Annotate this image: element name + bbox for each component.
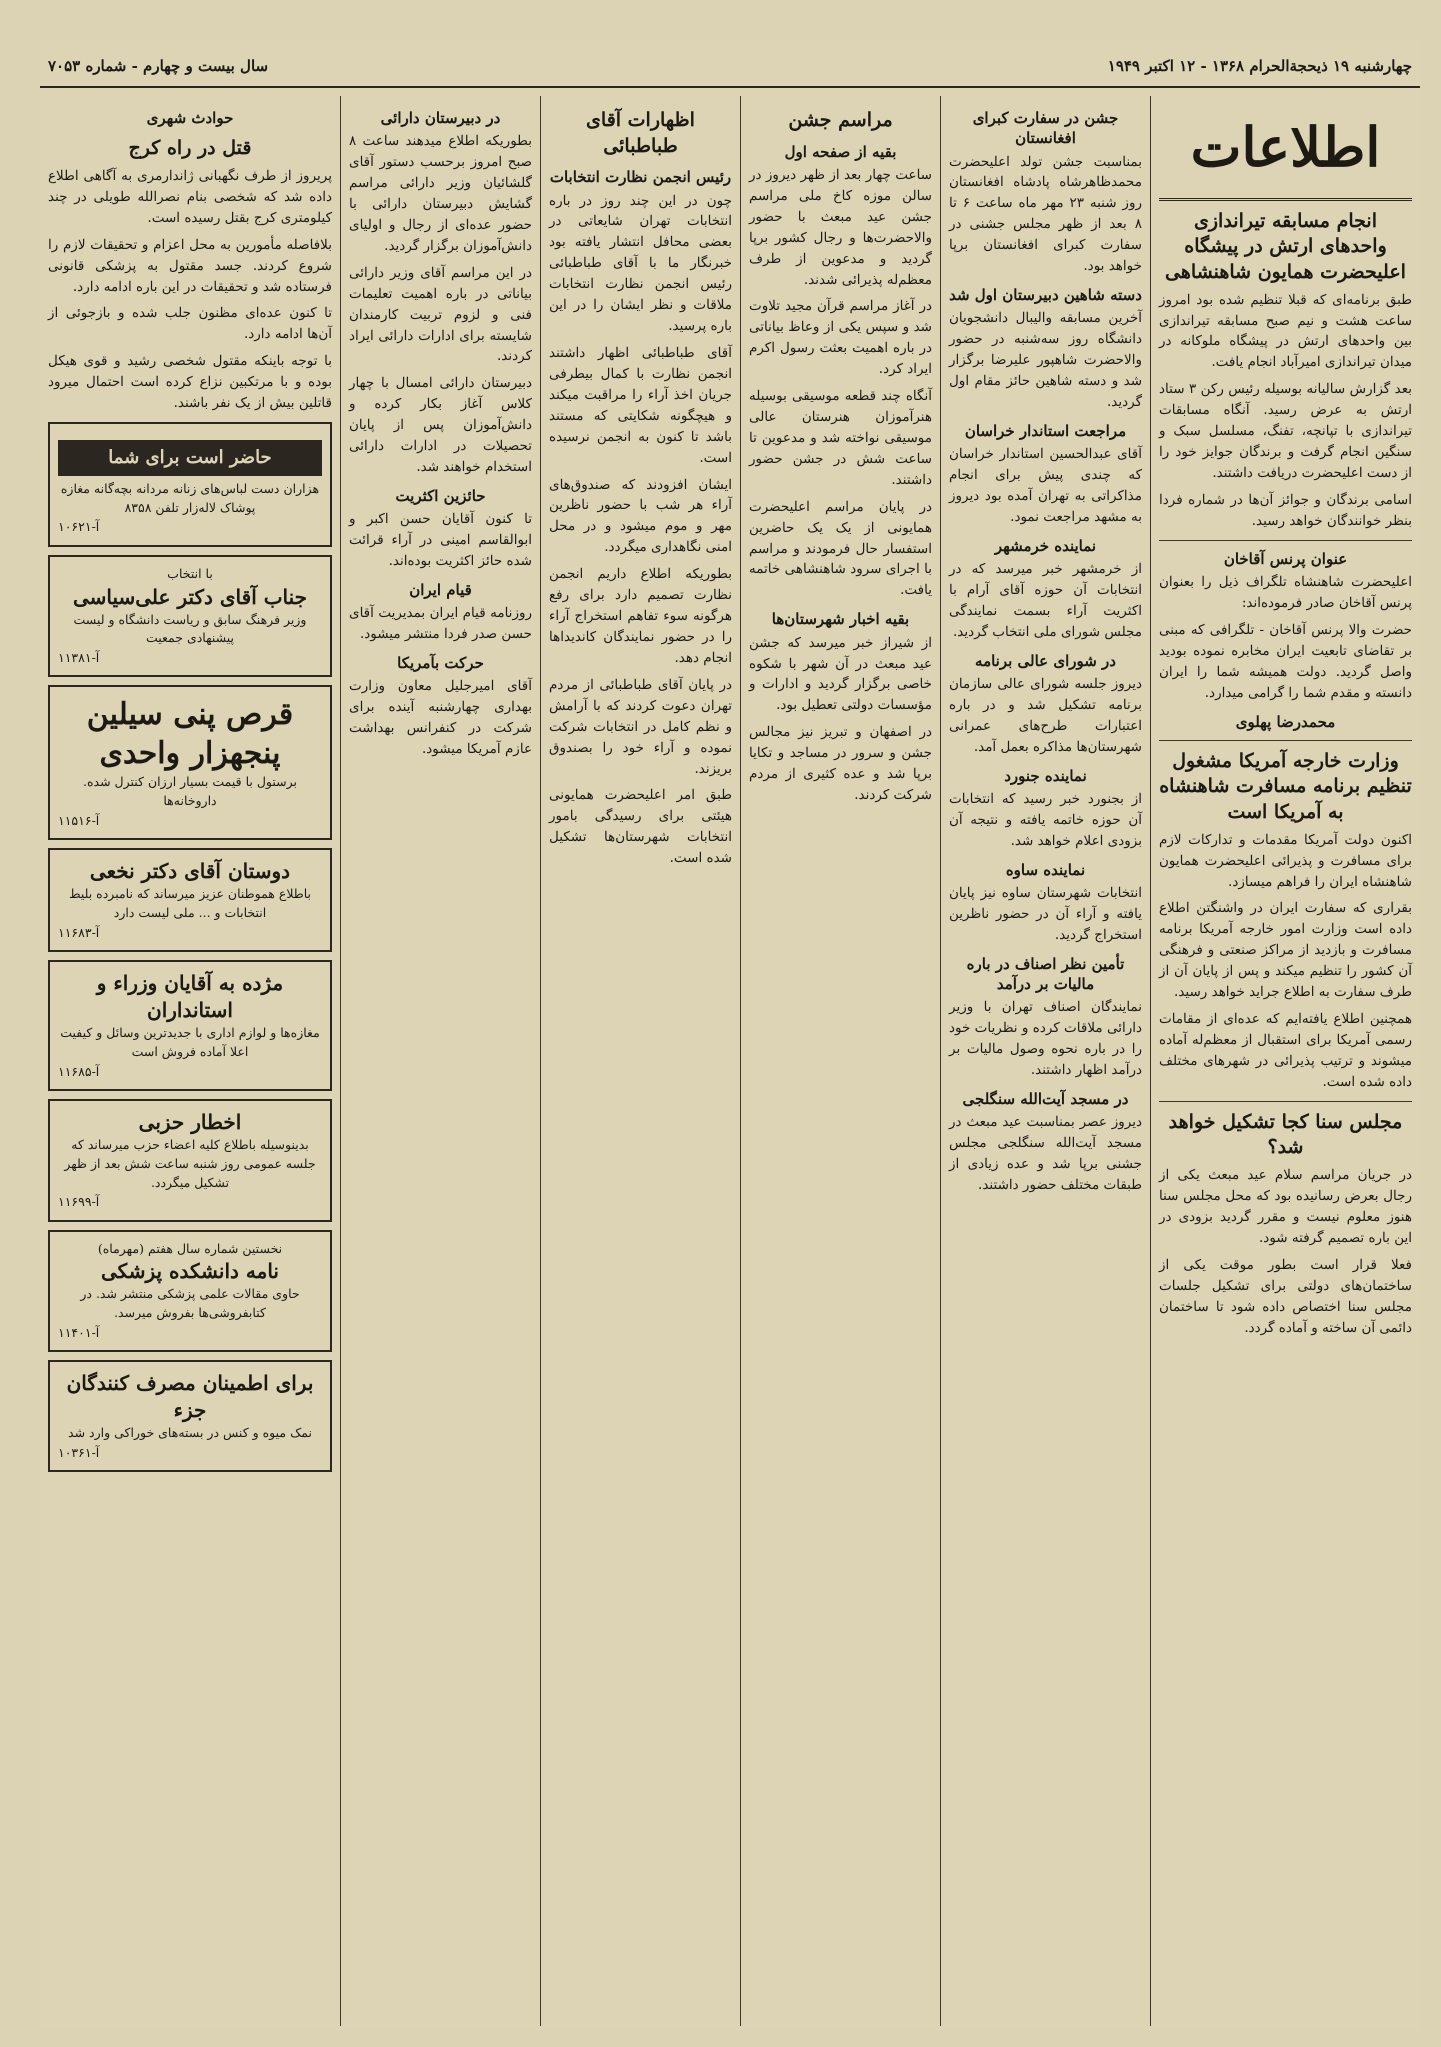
ad-subtitle: با انتخاب xyxy=(167,565,213,581)
article-text: از بجنورد خبر رسید که انتخابات آن حوزه خاتمه یافته و نتیجه آن بزودی اعلام خواهد شد. xyxy=(949,790,1142,849)
ad-code: ۱۱۴۰۱-آ xyxy=(58,1324,100,1340)
article-text: دیروز جلسه شورای عالی سازمان برنامه تشکیل شد و در باره اعتبارات طرح‌های عمرانی شهرستان‌ها مذاکره بعمل آمد. xyxy=(949,676,1142,755)
ad-text: هزاران دست لباس‌های زنانه مردانه بچه‌گانه مغازه پوشاک لاله‌زار تلفن ۸۳۵۸ xyxy=(60,480,320,515)
article-text: اسامی برندگان و جوائز آن‌ها در شماره فردا بنظر خوانندگان خواهد رسید. xyxy=(1159,491,1412,529)
article-text: بطوریکه اطلاع میدهند ساعت ۸ صبح امروز برحسب دستور آقای گلشائیان وزیر دارائی مراسم گشایش دبیرستان دارائی با حضور عده‌ای از رجال و اولیای دانش‌آموزان برگزار گردید. xyxy=(349,133,532,254)
ad-election-siasi xyxy=(48,555,332,678)
article-text: نمایندگان اصناف تهران با وزیر دارائی ملاقات کرده و نظریات خود را در باره نحوه وصول مالیات بر درآمد اظهار داشتند. xyxy=(949,999,1142,1078)
article-text: همچنین اطلاع یافته‌ایم که عده‌ای از مقامات رسمی آمریکا برای استقبال از معظم‌له آماده میشوند و ترتیب پذیرائی در شهرهای مختلف داده شده است. xyxy=(1159,1011,1412,1090)
ad-medical-journal xyxy=(48,1230,332,1353)
article-text: ساعت چهار بعد از ظهر دیروز در سالن موزه کاخ ملی مراسم جشن عید مبعث با حضور والاحضرت‌ها و رجال کشور برپا گردید و مدعوین از طرف معظم‌له پذیرائی شدند. xyxy=(749,166,932,288)
article-text: چون در این چند روز در باره انتخابات تهران شایعاتی در بعضی محافل انتشار یافته بود خبرنگار ما با آقای طباطبائی رئیس انجمن نظارت انتخابات ملاقات و نظر ایشان را در این باره پرسید. xyxy=(549,192,732,335)
ad-text: برستول با قیمت بسیار ارزان کنترل شده. داروخانه‌ها xyxy=(82,774,297,809)
ad-party-notice xyxy=(48,1099,332,1222)
article-text: با توجه باینکه مقتول شخصی رشید و قوی هیکل بوده و با مرتکبین نزاع کرده است احتمال میرود قاتلین بیش از یک نفر باشند. xyxy=(48,353,332,412)
column-1 xyxy=(1150,96,1420,2026)
ad-subtitle: نخستین شماره سال هفتم (مهرماه) xyxy=(97,1240,283,1256)
ad-title: مژده به آقایان وزراء و استانداران xyxy=(96,971,284,1023)
ad-text: باطلاع هموطنان عزیز میرساند که نامبرده بلیط انتخابات و ... ملی لیست دارد xyxy=(68,886,312,921)
ad-code: ۱۱۳۸۱-آ xyxy=(58,650,100,666)
headline-khorasan-governor: مراجعت استاندار خراسان xyxy=(964,421,1127,440)
article-text: آقای طباطبائی اظهار داشتند انجمن نظارت با کمال بیطرفی جریان اخذ آراء را مراقبت میکند و هیچگونه شکایتی که مستند باشد تا کنون به انجمن نرسیده است. xyxy=(549,344,732,466)
article-text: تا کنون عده‌ای مظنون جلب شده و بازجوئی از آن‌ها ادامه دارد. xyxy=(48,305,332,343)
ad-title: جناب آقای دکتر علی‌سیاسی xyxy=(72,584,308,609)
ad-text: حاوی مقالات علمی پزشکی منتشر شد. در کتابفروشی‌ها بفروش میرسد. xyxy=(80,1286,300,1321)
headline-tabatabai: اظهارات آقای طباطبائی xyxy=(586,109,695,157)
column-4 xyxy=(540,96,740,2026)
ad-title: قرص پنی سیلین پنجهزار واحدی xyxy=(86,697,294,772)
article-text: انتخابات شهرستان ساوه نیز پایان یافته و آراء آن در حضور ناظرین استخراج گردید. xyxy=(949,884,1142,943)
column-2 xyxy=(940,96,1150,2026)
article-text: فعلا قرار است بطور موقت یکی از ساختمان‌های دولتی برای تشکیل جلسات مجلس سنا اختصاص داده شود تا ساختمان دائمی آن ساخته و آماده گردد. xyxy=(1159,1256,1412,1336)
masthead xyxy=(40,46,1420,88)
headline-karaj-murder: قتل در راه کرج xyxy=(128,137,252,160)
article-text: دبیرستان دارائی امسال با چهار کلاس آغاز بکار کرده و دانش‌آموزان پس از پایان تحصیلات در ادارات دارائی استخدام خواهند شد. xyxy=(349,375,532,476)
article-text: در این مراسم آقای وزیر دارائی بیاناتی در باره اهمیت تعلیمات فنی و لزوم تربیت کارمندان شایسته برای ادارات دارائی ایراد کردند. xyxy=(349,264,532,365)
ad-penicillin xyxy=(48,685,332,840)
headline-planning-council: در شورای عالی برنامه xyxy=(975,651,1116,670)
headline-income-tax: تأمین نظر اصناف در باره مالیات بر درآمد xyxy=(966,954,1125,993)
column-3 xyxy=(740,96,940,2026)
article-text: بقراری که سفارت ایران در واشنگتن اطلاع داده است وزارت امور خارجه آمریکا برنامه مسافرت و بازدید از مراکز صنعتی و فرهنگی آن کشور را تنظیم میکند و پس از پایان آن از طرف سفارت به اطلاع جراید خواهد رسید. xyxy=(1159,900,1412,1001)
article-text: دیروز عصر بمناسبت عید مبعث در مسجد آیت‌الله سنگلجی مجلس جشنی برپا شد و عده زیادی از طبقات مختلف حضور داشتند. xyxy=(949,1114,1142,1193)
article-text: آخرین مسابقه والیبال دانشجویان دانشگاه روز سه‌شنبه در حضور والاحضرت شاهپور علیرضا برگزار شد و دسته شاهین حائز مقام اول گردید. xyxy=(949,310,1142,410)
ad-code: ۱۱۶۸۵-آ xyxy=(58,1063,100,1079)
article-text: در اصفهان و تبریز نیز مجالس جشن و سرور در مساجد و تکایا برپا شد و عده کثیری از مردم شرکت کردند. xyxy=(749,724,932,804)
ad-title: برای اطمینان مصرف کنندگان جزء xyxy=(66,1371,314,1423)
ad-title: دوستان آقای دکتر نخعی xyxy=(89,859,291,884)
article-text: بطوریکه اطلاع داریم انجمن نظارت تصمیم دارد برای رفع هرگونه سوء تفاهم استخراج آراء را در حضور نمایندگان کاندیداها انجام دهد. xyxy=(549,566,732,666)
article-text: در پایان مراسم اعلیحضرت همایونی از یک یک حاضرین استفسار حال فرمودند و مراسم با اجرای سرود شاهنشاهی خاتمه یافت. xyxy=(749,498,932,599)
article-text: اعلیحضرت شاهنشاه تلگراف ذیل را بعنوان پرنس آقاخان صادر فرموده‌اند: xyxy=(1159,574,1412,611)
masthead-issue: سال بیست و چهارم - شماره ۷۰۵۳ xyxy=(48,57,269,75)
divider xyxy=(1159,740,1412,741)
article-text: در آغاز مراسم قرآن مجید تلاوت شد و سپس یکی از وعاظ بیاناتی در باره اهمیت بعثت رسول اکرم ایراد کرد. xyxy=(749,298,932,378)
article-text: آقای امیرجلیل معاون وزارت بهداری چهارشنبه آینده برای شرکت در کنفرانس بهداشت عازم آمریکا میشود. xyxy=(349,678,532,758)
headline-provinces: بقیه اخبار شهرستان‌ها xyxy=(771,610,910,629)
ad-dr-nakhaei xyxy=(48,848,332,952)
headline-ceremony: مراسم جشن xyxy=(788,109,893,131)
article-text: آنگاه چند قطعه موسیقی بوسیله هنرآموزان هنرستان عالی موسیقی نواخته شد و مدعوین تا ساعت شش در جشن حضور داشتند. xyxy=(749,388,932,488)
headline-us-trip: وزارت خارجه آمریکا مشغول تنظیم برنامه مسافرت شاهنشاه به آمریکا است xyxy=(1159,749,1412,824)
headline-to-america: حرکت بآمریکا xyxy=(397,654,484,673)
article-text: روزنامه قیام ایران بمدیریت آقای حسن صدر فردا منتشر میشود. xyxy=(349,605,532,643)
ad-ministers xyxy=(48,960,332,1091)
column-5 xyxy=(340,96,540,2026)
article-text: از خرمشهر خبر میرسد که در انتخابات آن حوزه آقای آرام با اکثریت آراء بسمت نمایندگی مجلس شورای ملی انتخاب گردید. xyxy=(949,561,1142,640)
article-text: بمناسبت جشن تولد اعلیحضرت محمدظاهرشاه پادشاه افغانستان روز شنبه ۲۳ مهر ماه ساعت ۶ تا ۸ بعد از ظهر مجلس جشنی در سفارت کبرای افغانستان برپا خواهد بود. xyxy=(949,153,1142,275)
article-text: از شیراز خبر میرسد که جشن عید مبعث در آن شهر با شکوه خاصی برگزار گردید و ادارات و مؤسسات دولتی تعطیل بود. xyxy=(749,634,932,714)
newspaper-logo: اطلاعات xyxy=(1159,100,1412,201)
ad-text: مغازه‌ها و لوازم اداری با جدیدترین وسائل و کیفیت اعلا آماده فروش است xyxy=(60,1025,320,1059)
article-text: ایشان افزودند که صندوق‌های آراء هر شب با حضور ناظرین مهر و موم میشود و در محل امنی نگاهداری میگردد. xyxy=(549,476,732,556)
headline-aga-khan: عنوان پرنس آقاخان xyxy=(1223,549,1348,568)
headline-finance-school: در دبیرستان دارائی xyxy=(380,109,501,127)
ad-text: نمک میوه و کنس در بسته‌های خوراکی وارد شد xyxy=(68,1425,312,1441)
subhead: رئیس انجمن نظارت انتخابات xyxy=(549,168,732,187)
ad-text: بدینوسیله باطلاع کلیه اعضاء حزب میرساند که جلسه عمومی روز شنبه ساعت شش بعد از ظهر تشکیل میگردد. xyxy=(64,1137,316,1190)
columns xyxy=(40,96,1420,2026)
ad-title: حاضر است برای شما xyxy=(58,440,322,476)
article-text: در جریان مراسم سلام عید مبعث یکی از رجال بعرض رسانیده بود که محل مجلس سنا هنوز معلوم نیست و مقرر گردید بزودی در این باره تصمیم گرفته شود. xyxy=(1159,1167,1412,1246)
article-text: آقای عبدالحسین استاندار خراسان که چندی پیش برای انجام مذاکراتی به تهران آمده بود دیروز به مشهد مراجعت نمود. xyxy=(949,446,1142,525)
article-text: بعد گزارش سالیانه بوسیله رئیس رکن ۳ ستاد ارتش به عرض رسید. آنگاه مسابقات تیراندازی با تپانچه، تفنگ، مسلسل سبک و سنگین انجام گرفت و برندگان جوایز خود را از دست اعلیحضرت دریافت داشتند. xyxy=(1159,381,1412,481)
article-text: طبق امر اعلیحضرت همایونی هیئتی برای رسیدگی بامور انتخابات شهرستان‌ها تشکیل شده است. xyxy=(549,787,732,867)
headline-shooting-contest: انجام مسابقه تیراندازی واحدهای ارتش در پیشگاه اعلیحضرت همایون شاهنشاهی xyxy=(1165,209,1406,283)
article-text: اکنون دولت آمریکا مقدمات و تدارکات لازم برای مسافرت و پذیرائی اعلیحضرت همایون شاهنشاه ایران را فراهم میسازد. xyxy=(1159,831,1412,890)
article-text: حضرت والا پرنس آقاخان - تلگرافی که مبنی بر تقاضای تابعیت ایران مخابره نموده بودید واصل گردید. دولت همیشه شما را ایران دانسته و مقدم شما را گرامی میدارد. xyxy=(1159,621,1412,701)
article-text: بلافاصله مأمورین به محل اعزام و تحقیقات لازم را شروع کردند. جسد مقتول به پزشکی قانونی فرستاده شد و تحقیقات در این باره ادامه دارد. xyxy=(48,236,332,295)
headline-bojnurd: نماینده جنورد xyxy=(1004,766,1087,785)
article-text: تا کنون آقایان حسن اکبر و ابوالقاسم امینی در آراء قرائت شده حائز اکثریت بوده‌اند. xyxy=(349,511,532,570)
ad-text: وزیر فرهنگ سابق و ریاست دانشگاه و لیست پیشنهادی جمعیت xyxy=(73,611,307,646)
headline-senate: مجلس سنا کجا تشکیل خواهد شد؟ xyxy=(1168,1110,1403,1159)
ad-clothing xyxy=(48,422,332,547)
headline-khorramshahr: نماینده خرمشهر xyxy=(994,536,1097,555)
ad-title: اخطار حزبی xyxy=(138,1110,242,1135)
ad-code: ۱۰۳۶۱-آ xyxy=(58,1445,100,1461)
article-text: پریروز از طرف نگهبانی ژاندارمری به آگاهی اطلاع داده شد که شخصی بنام نصرالله طویلی در چند کیلومتری کرج بقتل رسیده است. xyxy=(48,167,332,226)
subhead: بقیه از صفحه اول xyxy=(784,142,897,161)
headline-city-events: حوادث شهری xyxy=(146,109,234,127)
ad-title: نامه دانشکده پزشکی xyxy=(101,1259,279,1284)
signature: محمدرضا پهلوی xyxy=(1235,712,1336,731)
newspaper-page xyxy=(40,40,1420,2030)
article-text: در پایان آقای طباطبائی از مردم تهران دعوت کردند که با آرامش و نظم کامل در انتخابات شرکت نموده و آراء خود را بصندوق بریزند. xyxy=(549,676,732,777)
divider xyxy=(1159,1101,1412,1102)
headline-majority: حائزین اکثریت xyxy=(395,487,486,505)
headline-sangelaji-mosque: در مسجد آیت‌الله سنگلجی xyxy=(962,1089,1129,1108)
masthead-date: چهارشنبه ۱۹ ذیحجة‌الحرام ۱۳۶۸ - ۱۲ اکتبر ۱۹۴۹ xyxy=(1107,57,1412,75)
headline-qiam-iran: قیام ایران xyxy=(409,581,472,600)
headline-shahin-team: دسته شاهین دبیرستان اول شد xyxy=(949,286,1142,305)
article-text: طبق برنامه‌ای که قبلا تنظیم شده بود امروز ساعت هشت و نیم صبح مسابقه تیراندازی بین واحدهای ارتش در پیشگاه ملوکانه در میدان تیراندازی امیرآباد انجام یافت. xyxy=(1159,291,1412,371)
ad-code: ۱۱۵۱۶-آ xyxy=(58,812,100,828)
divider xyxy=(1159,540,1412,541)
ad-retail xyxy=(48,1360,332,1472)
headline-saveh: نماینده ساوه xyxy=(1005,860,1086,879)
ad-code: ۱۱۶۸۳-آ xyxy=(58,924,100,940)
headline-afghan-embassy: جشن در سفارت کبرای افغانستان xyxy=(972,109,1119,148)
ad-code: ۱۰۶۲۱-آ xyxy=(58,519,100,535)
ad-code: ۱۱۶۹۹-آ xyxy=(58,1194,100,1210)
column-6 xyxy=(40,96,340,2026)
